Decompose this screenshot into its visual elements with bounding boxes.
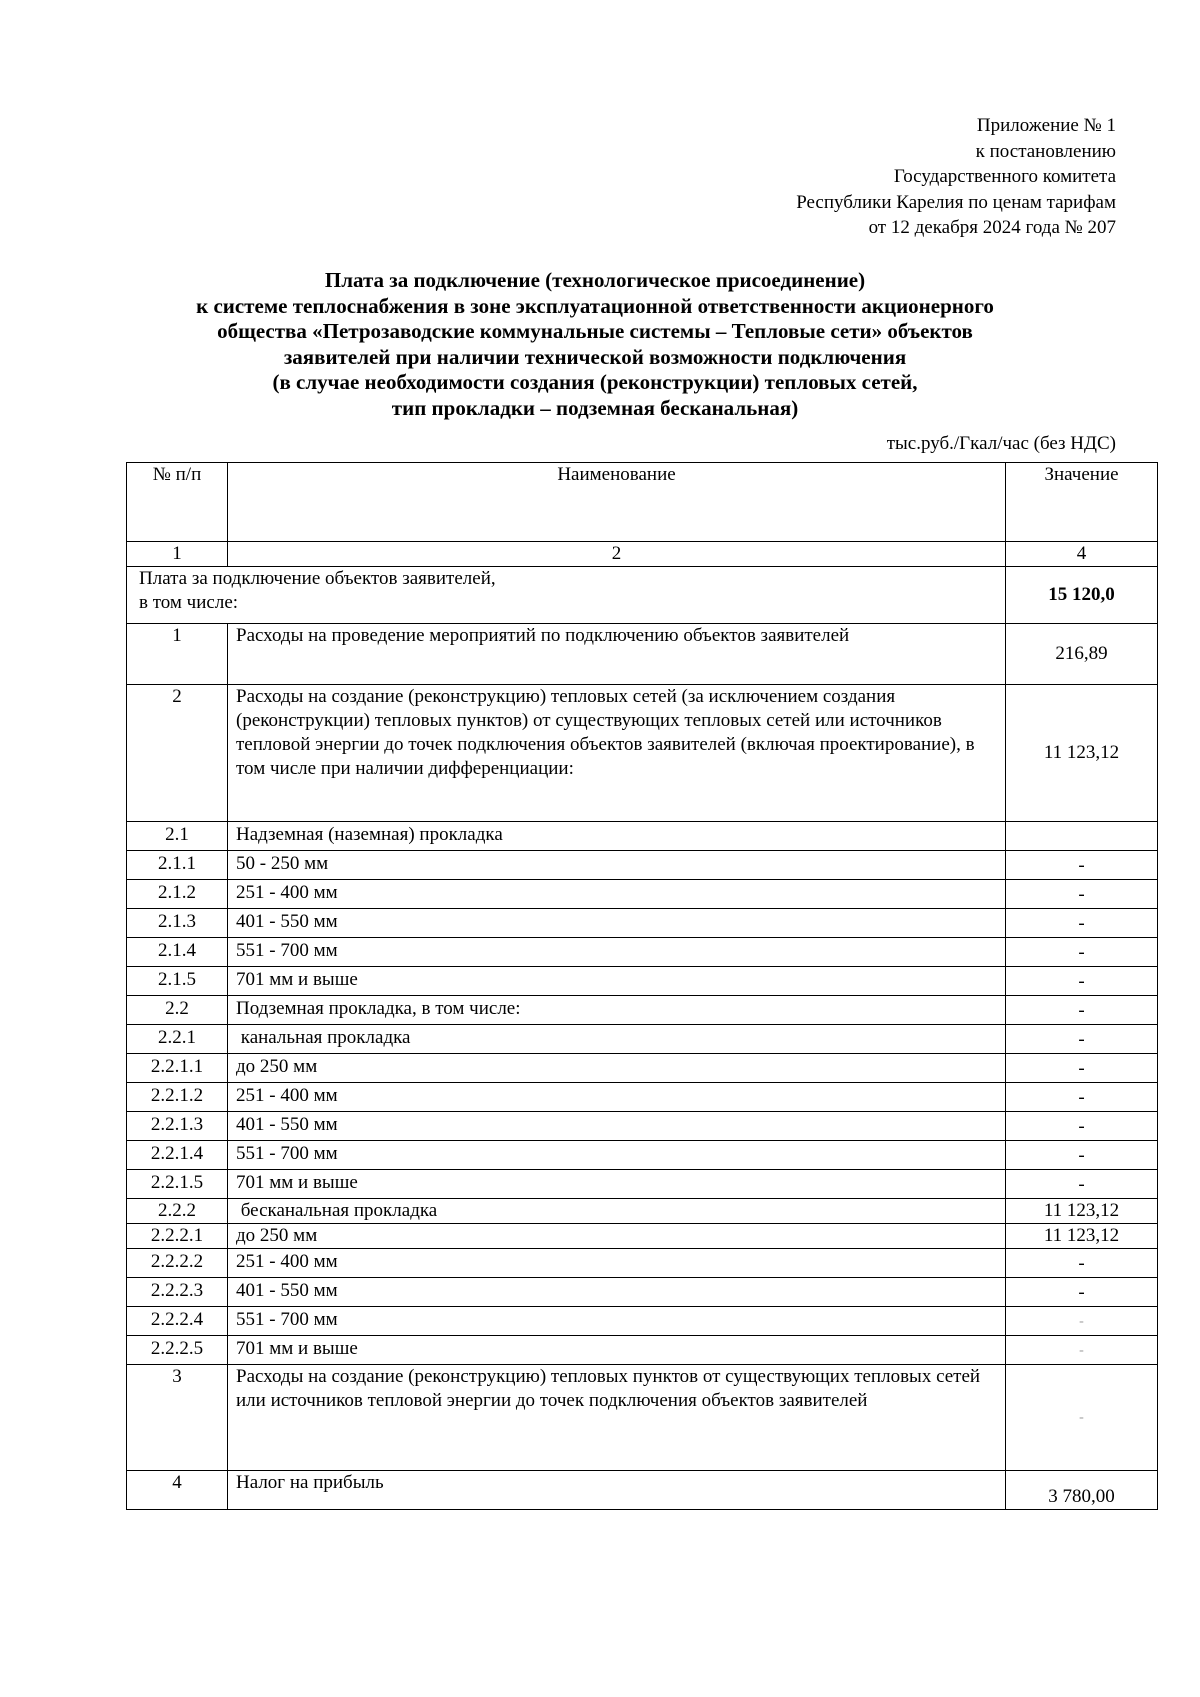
row-value: - bbox=[1006, 1112, 1158, 1141]
column-index: 2 bbox=[228, 542, 1006, 567]
row-number: 2.1.1 bbox=[127, 851, 228, 880]
row-number: 2.2 bbox=[127, 996, 228, 1025]
row-name: 701 мм и выше bbox=[228, 967, 1006, 996]
row-value bbox=[1006, 822, 1158, 851]
row-name: канальная прокладка bbox=[228, 1025, 1006, 1054]
table-row bbox=[127, 1249, 1158, 1278]
row-name: до 250 мм bbox=[228, 1054, 1006, 1083]
row-number: 2.2.2.5 bbox=[127, 1336, 228, 1365]
table-row bbox=[127, 685, 1158, 822]
title-line: к системе теплоснабжения в зоне эксплуатационной ответственности акционерного bbox=[196, 293, 994, 318]
row-number: 2.1 bbox=[127, 822, 228, 851]
row-value: - bbox=[1006, 1307, 1158, 1336]
column-header-value: Значение bbox=[1006, 463, 1158, 542]
row-value: - bbox=[1006, 1170, 1158, 1199]
row-value: - bbox=[1006, 909, 1158, 938]
total-name bbox=[127, 567, 1006, 624]
table-row bbox=[127, 1083, 1158, 1112]
column-index: 4 bbox=[1006, 542, 1158, 567]
title-line: Плата за подключение (технологическое присоединение) bbox=[324, 268, 866, 292]
row-value: 11 123,12 bbox=[1006, 1199, 1158, 1224]
appendix-line: от 12 декабря 2024 года № 207 bbox=[868, 217, 1116, 238]
row-name: бесканальная прокладка bbox=[228, 1199, 1006, 1224]
table-row bbox=[127, 967, 1158, 996]
row-value: - bbox=[1006, 967, 1158, 996]
table-row bbox=[127, 909, 1158, 938]
row-name: 401 - 550 мм bbox=[228, 1112, 1006, 1141]
table-row bbox=[127, 1471, 1158, 1510]
row-name: 701 мм и выше bbox=[228, 1336, 1006, 1365]
row-number: 3 bbox=[127, 1365, 228, 1471]
row-name: 551 - 700 мм bbox=[228, 1307, 1006, 1336]
row-value: - bbox=[1006, 1054, 1158, 1083]
table-row bbox=[127, 938, 1158, 967]
row-number: 2.2.2.2 bbox=[127, 1249, 228, 1278]
row-name: 401 - 550 мм bbox=[228, 1278, 1006, 1307]
table-row bbox=[127, 1336, 1158, 1365]
table-row bbox=[127, 1199, 1158, 1224]
title-line: общества «Петрозаводские коммунальные системы – Тепловые сети» объектов bbox=[217, 319, 973, 343]
row-number: 2.2.2.1 bbox=[127, 1224, 228, 1249]
row-number: 2.2.2.3 bbox=[127, 1278, 228, 1307]
row-value: - bbox=[1006, 880, 1158, 909]
row-number: 2.1.3 bbox=[127, 909, 228, 938]
total-name-line: Плата за подключение объектов заявителей, bbox=[139, 568, 496, 589]
column-header-name: Наименование bbox=[228, 463, 1006, 542]
appendix-line: к постановлению bbox=[975, 140, 1116, 162]
row-value: - bbox=[1006, 996, 1158, 1025]
column-index-row bbox=[127, 542, 1158, 567]
row-number: 2.1.4 bbox=[127, 938, 228, 967]
row-name: до 250 мм bbox=[228, 1224, 1006, 1249]
row-number: 2.2.2.4 bbox=[127, 1307, 228, 1336]
total-row bbox=[127, 567, 1158, 624]
total-value: 15 120,0 bbox=[1006, 567, 1158, 624]
row-number: 2.2.1.5 bbox=[127, 1170, 228, 1199]
row-name: 551 - 700 мм bbox=[228, 938, 1006, 967]
table-row bbox=[127, 1054, 1158, 1083]
total-name-line: в том числе: bbox=[139, 592, 239, 613]
row-value: 3 780,00 bbox=[1006, 1471, 1158, 1510]
row-name: Расходы на создание (реконструкцию) тепловых сетей (за исключением создания (реконструкции) тепловых пунктов) от существующих тепловых сетей или источников тепловой энергии до точек подключения объектов заявителей (включая проектирование), в том числе при наличии дифференциации: bbox=[228, 685, 1006, 822]
title-line: (в случае необходимости создания (реконструкции) тепловых сетей, bbox=[272, 370, 918, 394]
title-line: заявителей при наличии технической возможности подключения bbox=[283, 344, 907, 369]
row-number: 2.2.2 bbox=[127, 1199, 228, 1224]
row-number: 1 bbox=[127, 624, 228, 685]
appendix-line: Приложение № 1 bbox=[976, 115, 1116, 136]
units-label: тыс.руб./Гкал/час (без НДС) bbox=[886, 433, 1116, 454]
row-name: Подземная прокладка, в том числе: bbox=[228, 996, 1006, 1025]
table-row bbox=[127, 880, 1158, 909]
column-header-number: № п/п bbox=[127, 463, 228, 542]
table-row bbox=[127, 1365, 1158, 1471]
row-value: - bbox=[1006, 938, 1158, 967]
row-number: 4 bbox=[127, 1471, 228, 1510]
table-row bbox=[127, 1112, 1158, 1141]
document-title bbox=[120, 268, 1070, 421]
row-value: - bbox=[1006, 1083, 1158, 1112]
row-value: - bbox=[1006, 1278, 1158, 1307]
row-name: Налог на прибыль bbox=[228, 1471, 1006, 1510]
row-value: - bbox=[1006, 1336, 1158, 1365]
row-value: 216,89 bbox=[1006, 624, 1158, 685]
row-value: - bbox=[1006, 1025, 1158, 1054]
row-number: 2.2.1.2 bbox=[127, 1083, 228, 1112]
table-row bbox=[127, 1025, 1158, 1054]
row-name: 401 - 550 мм bbox=[228, 909, 1006, 938]
appendix-line: Государственного комитета bbox=[893, 166, 1116, 187]
table-row bbox=[127, 1307, 1158, 1336]
title-line: тип прокладки – подземная бесканальная) bbox=[391, 395, 799, 420]
row-number: 2.2.1 bbox=[127, 1025, 228, 1054]
table-row bbox=[127, 1224, 1158, 1249]
row-number: 2.2.1.4 bbox=[127, 1141, 228, 1170]
row-number: 2.1.5 bbox=[127, 967, 228, 996]
row-value: 11 123,12 bbox=[1006, 685, 1158, 822]
fee-table bbox=[126, 462, 1158, 1510]
appendix-line: Республики Карелия по ценам тарифам bbox=[796, 191, 1116, 213]
row-number: 2 bbox=[127, 685, 228, 822]
row-value: 11 123,12 bbox=[1006, 1224, 1158, 1249]
table-row bbox=[127, 1278, 1158, 1307]
row-name: 251 - 400 мм bbox=[228, 1083, 1006, 1112]
row-name: Расходы на проведение мероприятий по подключению объектов заявителей bbox=[228, 624, 1006, 685]
row-value: - bbox=[1006, 851, 1158, 880]
row-name: 551 - 700 мм bbox=[228, 1141, 1006, 1170]
row-value: - bbox=[1006, 1365, 1158, 1471]
column-index: 1 bbox=[127, 542, 228, 567]
table-row bbox=[127, 1170, 1158, 1199]
row-name: 251 - 400 мм bbox=[228, 1249, 1006, 1278]
row-value: - bbox=[1006, 1141, 1158, 1170]
row-number: 2.2.1.3 bbox=[127, 1112, 228, 1141]
row-value: - bbox=[1006, 1249, 1158, 1278]
table-row bbox=[127, 851, 1158, 880]
row-name: Расходы на создание (реконструкцию) тепловых пунктов от существующих тепловых сетей или источников тепловой энергии до точек подключения объектов заявителей bbox=[228, 1365, 1006, 1471]
row-name: Надземная (наземная) прокладка bbox=[228, 822, 1006, 851]
row-name: 251 - 400 мм bbox=[228, 880, 1006, 909]
table-row bbox=[127, 624, 1158, 685]
row-number: 2.2.1.1 bbox=[127, 1054, 228, 1083]
appendix-reference bbox=[796, 113, 1116, 241]
table-row bbox=[127, 822, 1158, 851]
row-name: 50 - 250 мм bbox=[228, 851, 1006, 880]
row-name: 701 мм и выше bbox=[228, 1170, 1006, 1199]
row-number: 2.1.2 bbox=[127, 880, 228, 909]
table-row bbox=[127, 996, 1158, 1025]
table-row bbox=[127, 1141, 1158, 1170]
table-header-row bbox=[127, 463, 1158, 542]
